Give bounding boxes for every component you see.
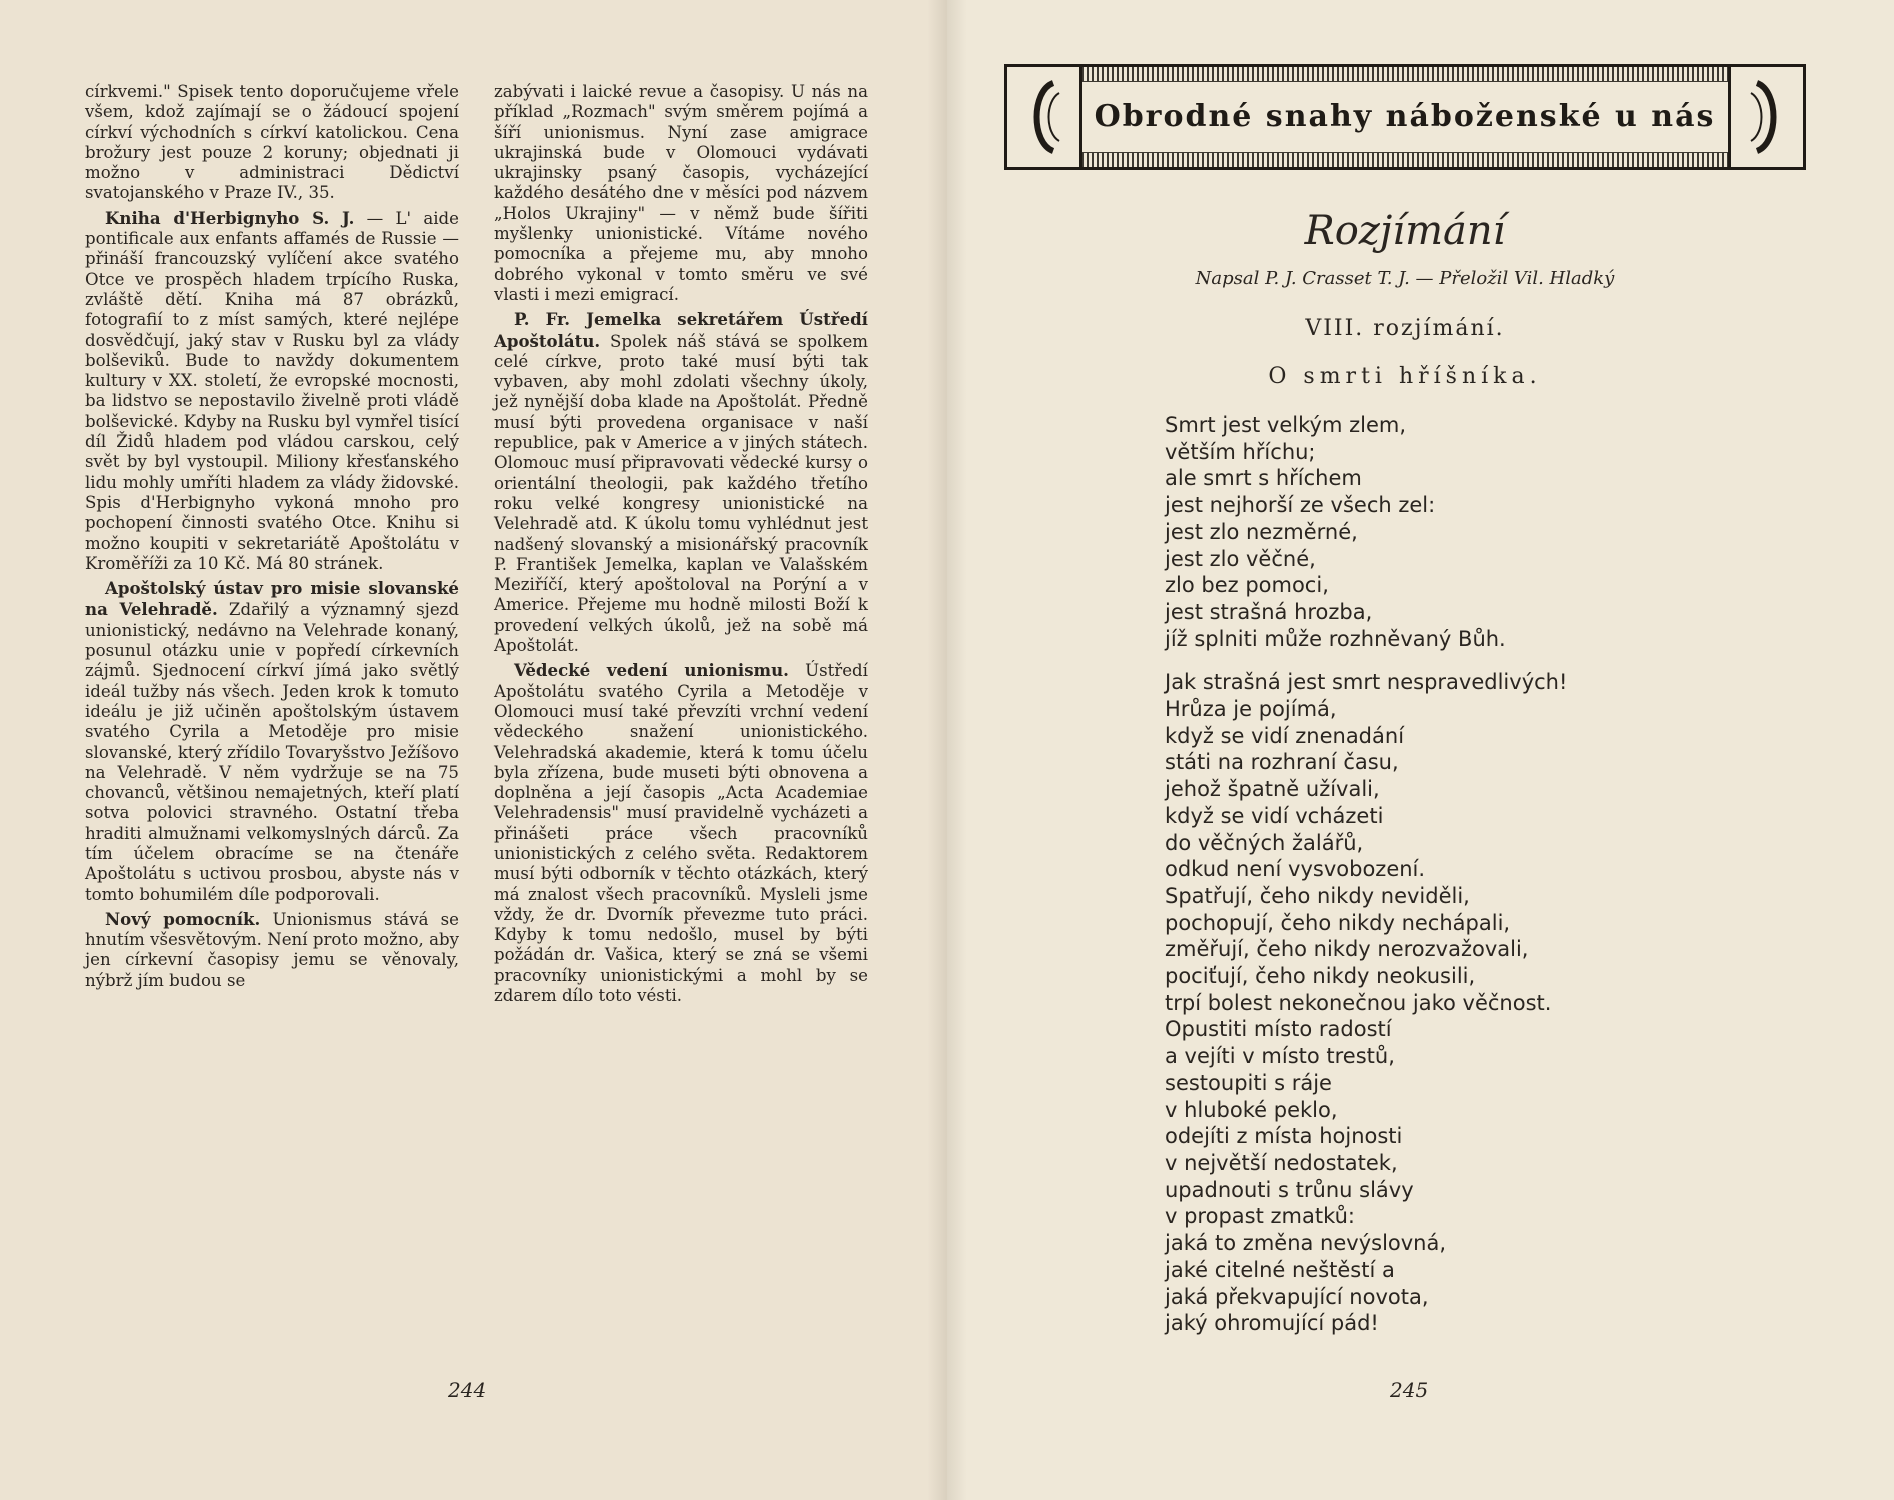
paragraph: zabývati i laické revue a časopisy. U nás na příklad „Rozmach" svým směrem pojímá a šíří unionismus. Nyní zase amigrace ukrajinská bude v Olomouci vydávati ukrajinsky psaný časopis, vycházející každého desátého dne v měsíci pod názvem „Holos Ukrajiny" — v němž bude šířiti myšlenky unionistické. Vítáme nového pomocníka a přejeme mu, aby mnoho dobrého vykonal v tomto směru ve své vlasti i mezi emigrací.	[494, 82, 868, 304]
poem-line: v hluboké peklo,	[1165, 1097, 1338, 1122]
paragraph-vedecke-vedeni	[494, 660, 868, 1006]
poem-line: větším hříchu;	[1165, 439, 1316, 464]
paragraph-novy-pomocnik	[85, 909, 459, 991]
poem-line: jaké citelné neštěstí a	[1165, 1257, 1395, 1282]
article-byline: Napsal P. J. Crasset T. J. — Přeložil Vil. Hladký	[1195, 268, 1615, 289]
poem-line: jest strašná hrozba,	[1165, 599, 1373, 624]
poem-line: jaká to změna nevýslovná,	[1165, 1231, 1447, 1256]
section-banner	[1004, 64, 1806, 170]
poem-line: Jak strašná jest smrt nespravedlivých!	[1165, 670, 1568, 695]
poem-line: změřují, čeho nikdy nerozvažovali,	[1165, 937, 1529, 962]
poem-line: upadnouti s trůnu slávy	[1165, 1177, 1414, 1202]
poem	[1165, 412, 1765, 1354]
paragraph-body: — L' aide pontificale aux enfants affamés de Russie — přináší francouzský vylíčení akce svatého Otce ve prospěch hladem trpícího Ruska, zvláště dětí. Kniha má 87 obrázků, fotografií to z míst samých, které nejlépe dosvědčují, jaký stav v Rusku byl za vlády bolševiků. Bude to navždy dokumentem kultury v XX. století, že evropské mocnosti, ba lidstvo se nepostavilo živelně proti vládě bolševické. Kdyby na Rusku byl vymřel tisící díl Židů hladem pod vládou carskou, celý svět by byl vystoupil. Miliony křesťanského lidu mohly umříti hladem za vlády židovské. Spis d'Herbignyho vykoná mnoho pro pochopení činnosti svatého Otce. Knihu si možno koupiti v sekretariátě Apoštolátu v Kroměříži za 10 Kč. Má 80 stránek.	[85, 208, 459, 573]
poem-line: trpí bolest nekonečnou jako věčnost.	[1165, 990, 1552, 1015]
ornament-icon	[1747, 77, 1787, 157]
poem-stanza	[1165, 669, 1765, 1337]
paragraph-body: Unionismus stává se hnutím všesvětovým. Není proto možno, aby jen církevní časopisy jemu se věnovaly, nýbrž jím budou se	[85, 909, 460, 990]
section-number: VIII. rozjímání.	[1305, 316, 1505, 341]
banner-rule-top	[1082, 67, 1728, 82]
banner-left-ornament	[1007, 67, 1082, 167]
paragraph-herbigny	[85, 208, 459, 574]
paragraph-body: Ústředí Apoštolátu svatého Cyrila a Metoděje v Olomouci musí také převzíti vrchní vedení vědeckého snažení unionistického. Velehradská akademie, která k tomu účelu byla zřízena, bude museti býti obnovena a doplněna a její časopis „Acta Academiae Velehradensis" musí pravidelně vycházeti a přinášeti práce všech pracovníků unionistických z celého světa. Redaktorem musí býti odborník v těchto otázkách, který má znalost všech pracovníků. Mysleli jsme vždy, že dr. Dvorník převezme tuto práci. Kdyby k tomu nedošlo, musel by býti požádán dr. Vašica, který se zná se všemi pracovníky unionistickými a mohl by se zdarem dílo toto vésti.	[494, 661, 868, 1006]
poem-stanza	[1165, 412, 1765, 652]
poem-line: Spatřují, čeho nikdy neviděli,	[1165, 883, 1470, 908]
ornament-icon	[1023, 77, 1063, 157]
poem-line: jíž splniti může rozhněvaný Bůh.	[1165, 626, 1506, 651]
poem-line: Smrt jest velkým zlem,	[1165, 413, 1406, 437]
poem-line: když se vidí vcházeti	[1165, 803, 1384, 828]
paragraph: církvemi." Spisek tento doporučujeme vřele všem, kdož zajímají se o žádoucí spojení církví východních s církví katolickou. Cena brožury jest pouze 2 koruny; objednati ji možno v administraci Dědictví svatojanského v Praze IV., 35.	[85, 82, 459, 203]
banner-right-ornament	[1728, 67, 1803, 167]
banner-rule-bottom	[1082, 152, 1728, 167]
right-page	[947, 0, 1894, 1500]
poem-line: Opustiti místo radostí	[1165, 1017, 1392, 1042]
poem-line: pochopují, čeho nikdy nechápali,	[1165, 910, 1511, 935]
page-number-left: 244	[448, 1378, 487, 1402]
paragraph-lead: Vědecké vedení unionismu.	[514, 660, 789, 681]
poem-line: když se vidí znenadání	[1165, 723, 1405, 748]
poem-line: a vejíti v místo trestů,	[1165, 1044, 1395, 1069]
poem-line: odkud není vysvobození.	[1165, 857, 1426, 882]
poem-line: v největší nedostatek,	[1165, 1150, 1398, 1175]
article-title: Rozjímání	[1304, 208, 1506, 254]
poem-line: jehož špatně užívali,	[1165, 777, 1380, 802]
poem-line: jest zlo nezměrné,	[1165, 519, 1358, 544]
paragraph-body: Zdařilý a významný sjezd unionistický, nedávno na Velehrade konaný, posunul otázku unie v popředí církevních zájmů. Sjednocení církví jímá jako světlý ideál tužby nás všech. Jeden krok k tomuto ideálu je již učiněn apoštolským ústavem svatého Cyrila a Metoděje pro misie slovanské, který zřídilo Tovaryšstvo Ježíšovo na Velehradě. V něm vydržuje se na 75 chovanců, většinou nemajetných, kteří platí sotva polovici stravného. Ostatní třeba hraditi almužnami velkomyslných dárců. Za tím účelem obracíme se na čtenáře Apoštolátu s uctivou prosbou, abyste nás v tomto bohumilém díle podporovali.	[85, 600, 460, 904]
poem-line: ale smrt s hříchem	[1165, 466, 1362, 491]
left-column-2	[494, 82, 868, 1010]
paragraph-lead: Nový pomocník.	[105, 908, 261, 929]
paragraph-lead: P. Fr. Jemelka sekretářem Ústředí Apoštolátu.	[494, 309, 868, 351]
banner-title: Obrodné snahy náboženské u nás	[1094, 99, 1716, 134]
poem-line: Hrůza je pojímá,	[1165, 697, 1337, 722]
banner-center	[1082, 67, 1728, 167]
poem-line: jaký ohromující pád!	[1165, 1311, 1379, 1336]
page-number-right: 245	[1390, 1378, 1429, 1402]
section-title: O smrti hříšníka.	[1268, 364, 1542, 389]
poem-line: v propast zmatků:	[1165, 1204, 1355, 1229]
poem-line: jest nejhorší ze všech zel:	[1165, 493, 1436, 518]
paragraph-body: Spolek náš stává se spolkem celé církve, proto také musí býti tak vybaven, aby mohl zdolati všechny úkoly, jež nynější doba klade na Apoštolát. Předně musí býti provedena organisace v naší republice, pak v Americe a v jiných státech. Olomouc musí připravovati vědecké kursy o orientální theologii, pak každého třetího roku velké kongresy unionistické na Velehradě atd. K úkolu tomu vyhlédnut jest nadšený slovanský a misionářský pracovník P. František Jemelka, kaplan ve Valašském Meziříčí, který apoštoloval na Porýní a v Americe. Přejeme mu hodně milosti Boží k provedení velkých úkolů, jež na sobě má Apoštolát.	[494, 331, 868, 656]
poem-line: zlo bez pomoci,	[1165, 573, 1329, 598]
poem-line: pociťují, čeho nikdy neokusili,	[1165, 964, 1476, 989]
paragraph-jemelka	[494, 309, 868, 656]
paragraph-lead: Apoštolský ústav pro misie slovanské na Velehradě.	[85, 578, 459, 620]
paragraph-lead: Kniha d'Herbignyho S. J.	[105, 207, 355, 228]
poem-line: jaká překvapující novota,	[1165, 1284, 1429, 1309]
poem-line: státi na rozhraní času,	[1165, 750, 1399, 775]
left-column-1	[85, 82, 459, 995]
poem-line: sestoupiti s ráje	[1165, 1070, 1332, 1095]
poem-line: jest zlo věčné,	[1165, 546, 1316, 571]
poem-line: odejíti z místa hojnosti	[1165, 1124, 1403, 1149]
paragraph-apostolsky-ustav	[85, 578, 459, 905]
poem-line: do věčných žalářů,	[1165, 830, 1364, 855]
